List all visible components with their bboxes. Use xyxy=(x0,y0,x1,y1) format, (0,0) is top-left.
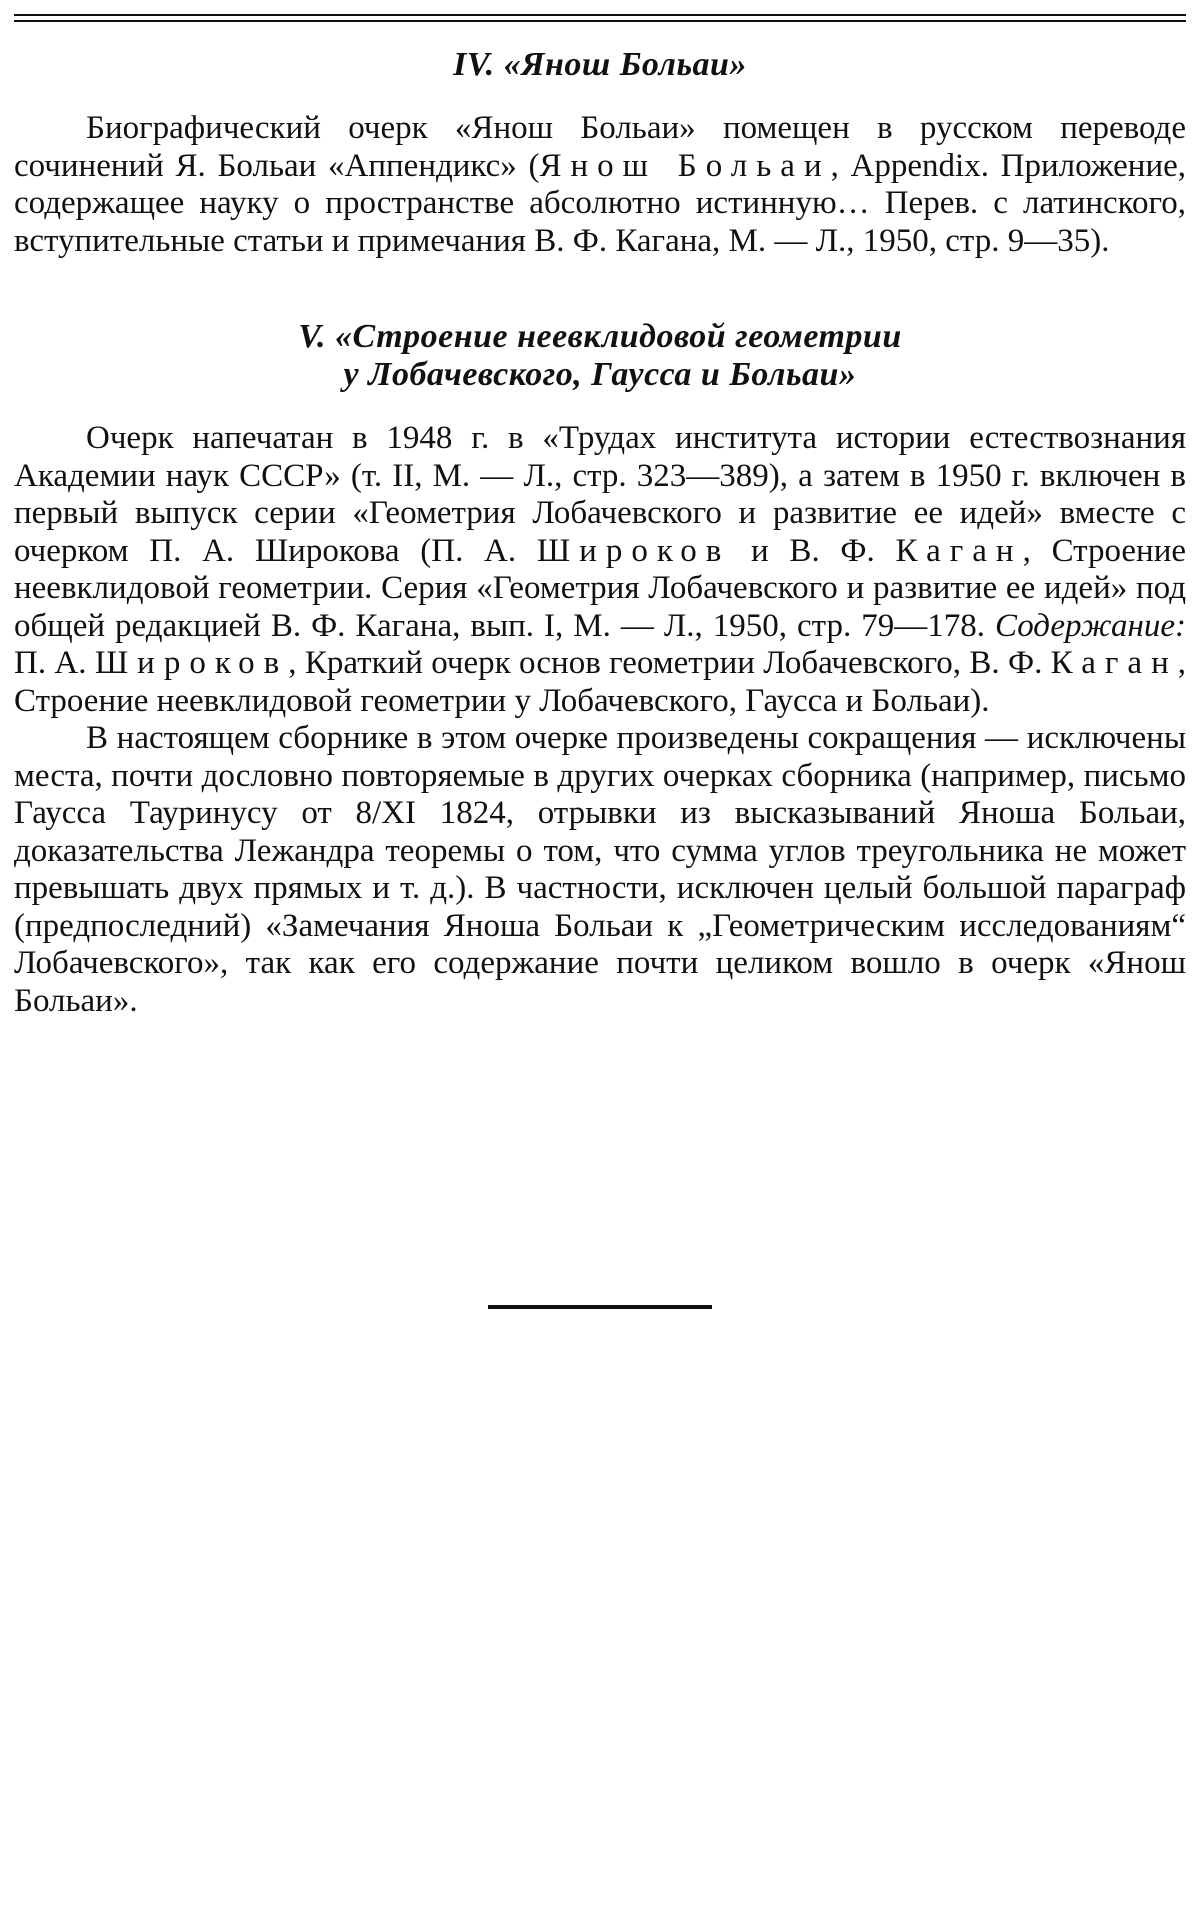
para1-part3: , Строение неевклидовой геометрии. Серия «Геометрия Лобачевского и развитие ее идей» под общей редакцией В. Ф. Кагана, вып. I, М. — Л., 1950, стр. 79—178. xyxy=(14,532,1187,644)
para1-author1: Широков xyxy=(536,532,731,569)
end-of-section-rule xyxy=(488,1305,712,1309)
section-iv-heading: IV. «Янош Больаи» xyxy=(453,46,747,83)
section-v-heading-line1: V. «Строение неевклидовой геометрии xyxy=(298,318,902,355)
section-v-paragraph-1 xyxy=(14,420,1186,720)
section-v-heading-line2: у Лобачевского, Гаусса и Больаи» xyxy=(343,356,857,393)
para1-contents-label: Содержание: xyxy=(995,607,1186,644)
para1-part5: , Краткий очерк основ геометрии Лобачевского, В. Ф. xyxy=(288,645,1051,681)
para1-part6: , Строение неевклидовой геометрии у Лобачевского, Гаусса и Больаи). xyxy=(14,645,1186,719)
para1-part2: и В. Ф. xyxy=(730,532,896,569)
section-iv-text-rest: , Appendix. Приложение, содержащее науку о пространстве абсолютно истинную… Перев. с латинского, вступительные статьи и примечания В. Ф. Кагана, М. — Л., 1950, стр. 9—35). xyxy=(14,147,1187,259)
para1-author2: Каган xyxy=(895,532,1023,569)
para1-part4: П. А. xyxy=(14,645,95,681)
section-iv-author-spaced: Янош Больаи xyxy=(539,147,831,184)
section-v-paragraph-2: В настоящем сборнике в этом очерке произведены сокращения — исключены места, почти дословно повторяемые в других очерках сборника (например, письмо Гаусса Тауринусу от 8/XI 1824, отрывки из высказываний Яноша Больаи, доказательства Лежандра теоремы о том, что сумма углов треугольника не может превышать двух прямых и т. д.). В частности, исключен целый большой параграф (предпоследний) «Замечания Яноша Больаи к „Геометрическим исследованиям“ Лобачевского», так как его содержание почти целиком вошло в очерк «Янош Больаи». xyxy=(14,720,1186,1019)
para1-author4: Каган xyxy=(1050,645,1178,681)
section-v-heading xyxy=(14,318,1186,394)
top-double-rule xyxy=(14,14,1186,22)
para1-part1: Очерк напечатан в 1948 г. в «Трудах института истории естествознания Академии наук СССР» (т. II, М. — Л., стр. 323—389), а затем в 1950 г. включен в первый выпуск серии «Геометрия Лобачевского и развитие ее идей» вместе с очерком П. А. Широкова (П. А. xyxy=(14,420,1186,569)
section-iv-paragraph xyxy=(14,110,1186,260)
document-page xyxy=(14,0,1186,1020)
para1-author3: Широков xyxy=(94,645,289,681)
section-iv-text-intro: Биографический очерк «Янош Больаи» помещен в русском переводе сочинений Я. Больаи «Аппендикс» ( xyxy=(14,110,1186,184)
